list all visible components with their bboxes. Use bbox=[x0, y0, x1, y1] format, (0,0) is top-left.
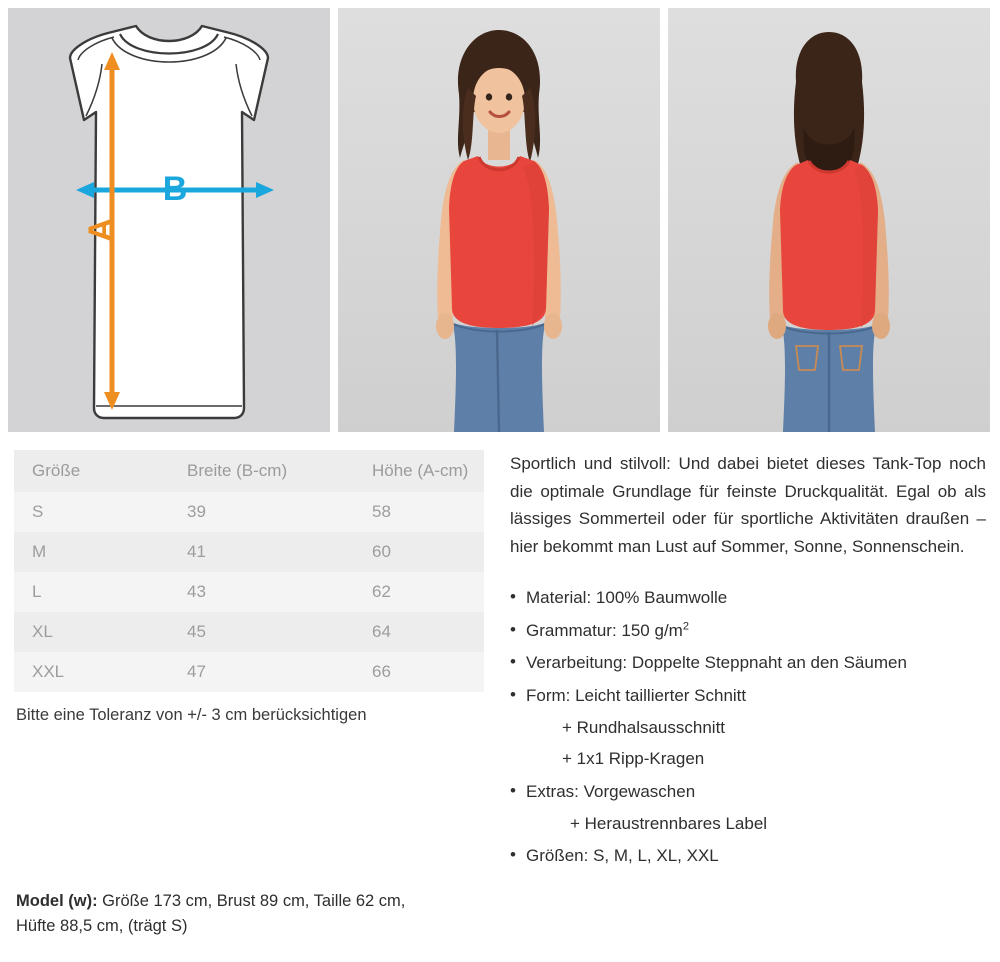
image-row bbox=[0, 0, 1000, 432]
column-header-size: Größe bbox=[14, 450, 169, 492]
list-item bbox=[510, 844, 986, 869]
list-item bbox=[510, 619, 986, 644]
cell-width: 45 bbox=[169, 612, 354, 652]
feature-list bbox=[510, 586, 986, 869]
tank-top-diagram bbox=[8, 8, 330, 432]
model-note-label: Model (w): bbox=[16, 891, 98, 910]
feature-subitem: + Rundhalsausschnitt bbox=[562, 717, 726, 737]
cell-size: XL bbox=[14, 612, 169, 652]
description-column bbox=[500, 450, 1000, 877]
feature-text: Größen: S, M, L, XL, XXL bbox=[526, 846, 719, 866]
list-item bbox=[510, 586, 986, 611]
feature-subitem: + Heraustrennbares Label bbox=[570, 813, 768, 833]
promo-text: Sportlich und stilvoll: Und dabei bietet dieses Tank-Top noch die optimale Grundlage für feinste Druckqualität. Egal ob als lässiges Sommerteil oder für sportliche Aktivitäten draußen – hier bekommt man Lust auf Sommer, Sonne, Sonnenschein. bbox=[510, 454, 986, 556]
column-header-width: Breite (B-cm) bbox=[169, 450, 354, 492]
tolerance-note: Bitte eine Toleranz von +/- 3 cm berücksichtigen bbox=[16, 706, 367, 724]
model-front-photo bbox=[338, 8, 660, 432]
cell-width: 47 bbox=[169, 652, 354, 692]
cell-size: XXL bbox=[14, 652, 169, 692]
technical-drawing-panel bbox=[8, 8, 330, 432]
cell-height: 62 bbox=[354, 572, 484, 612]
table-header-row bbox=[14, 450, 484, 492]
details-section bbox=[0, 432, 1000, 877]
width-label: B bbox=[162, 170, 188, 208]
column-header-height: Höhe (A-cm) bbox=[354, 450, 484, 492]
feature-text: Material: 100% Baumwolle bbox=[526, 588, 728, 608]
height-label: A bbox=[82, 217, 120, 243]
cell-width: 43 bbox=[169, 572, 354, 612]
feature-text: Verarbeitung: Doppelte Steppnaht an den Säumen bbox=[526, 653, 907, 673]
cell-size: L bbox=[14, 572, 169, 612]
model-note-line2: Hüfte 88,5 cm, (trägt S) bbox=[16, 917, 188, 936]
cell-height: 58 bbox=[354, 492, 484, 532]
table-row bbox=[14, 572, 484, 612]
cell-height: 66 bbox=[354, 652, 484, 692]
cell-width: 39 bbox=[169, 492, 354, 532]
size-table bbox=[14, 450, 484, 692]
model-front-illustration bbox=[338, 8, 660, 432]
cell-size: S bbox=[14, 492, 169, 532]
model-note-line1: Größe 173 cm, Brust 89 cm, Taille 62 cm, bbox=[97, 891, 406, 910]
cell-height: 64 bbox=[354, 612, 484, 652]
model-note bbox=[16, 889, 486, 940]
table-row bbox=[14, 652, 484, 692]
list-item bbox=[510, 684, 986, 772]
table-row bbox=[14, 612, 484, 652]
list-item bbox=[510, 780, 986, 836]
feature-text: Grammatur: 150 g/m bbox=[526, 620, 683, 640]
feature-text: Form: Leicht taillierter Schnitt bbox=[526, 686, 747, 706]
table-row bbox=[14, 532, 484, 572]
list-item bbox=[510, 651, 986, 676]
cell-size: M bbox=[14, 532, 169, 572]
model-back-photo bbox=[668, 8, 990, 432]
feature-text: Extras: Vorgewaschen bbox=[526, 781, 696, 801]
size-table-column bbox=[0, 450, 500, 877]
superscript: 2 bbox=[682, 620, 689, 633]
table-row bbox=[14, 492, 484, 532]
cell-height: 60 bbox=[354, 532, 484, 572]
model-back-illustration bbox=[668, 8, 990, 432]
cell-width: 41 bbox=[169, 532, 354, 572]
feature-subitem: + 1x1 Ripp-Kragen bbox=[562, 749, 705, 769]
